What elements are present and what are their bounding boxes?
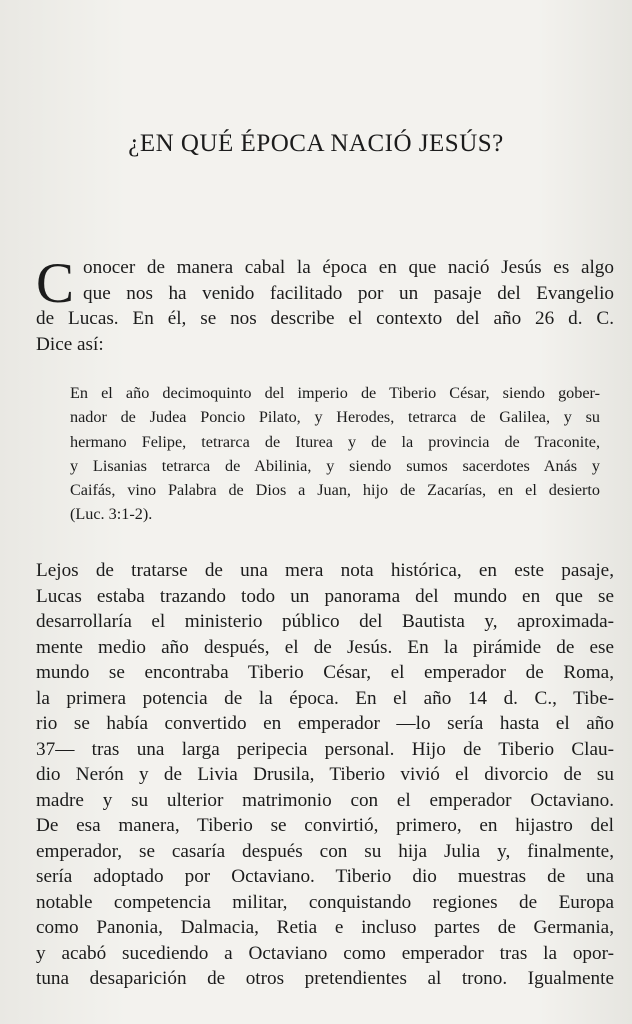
intro-paragraph	[36, 252, 614, 357]
body-line: emperador, se casaría después con su hija Julia y, finalmente,	[36, 840, 614, 862]
body-line: sería adoptado por Octaviano. Tiberio dio muestras de una	[36, 866, 614, 887]
body-line: y acabó sucediendo a Octaviano como emperador tras la opor-	[36, 942, 614, 964]
quote-line: nador de Judea Poncio Pilato, y Herodes, tetrarca de Galilea, y su	[70, 408, 600, 427]
quote-line: (Luc. 3:1-2).	[70, 505, 153, 524]
bible-quote	[70, 381, 600, 527]
quote-line: hermano Felipe, tetrarca de Iturea y de la provincia de Traconite,	[70, 432, 600, 451]
drop-cap: C	[36, 252, 75, 315]
body-paragraph	[36, 558, 614, 992]
body-line: como Panonia, Dalmacia, Retia e incluso partes de Germania,	[36, 917, 614, 938]
body-line: tuna desaparición de otros pretendientes al trono. Igualmente	[36, 968, 614, 989]
body-line: la primera potencia de la época. En el año 14 d. C., Tibe-	[36, 687, 614, 709]
body-line: mundo se encontraba Tiberio César, el emperador de Roma,	[36, 662, 614, 683]
intro-line: Dice así:	[36, 333, 104, 355]
intro-line: de Lucas. En él, se nos describe el contexto del año 26 d. C.	[36, 308, 614, 329]
quote-line: Caifás, vino Palabra de Dios a Juan, hijo de Zacarías, en el desierto	[70, 481, 600, 500]
body-line: Lejos de tratarse de una mera nota histórica, en este pasaje,	[36, 560, 614, 581]
body-line: madre y su ulterior matrimonio con el emperador Octaviano.	[36, 789, 614, 811]
quote-line: y Lisanias tetrarca de Abilinia, y siendo sumos sacerdotes Anás y	[70, 456, 600, 475]
body-line: rio se había convertido en emperador —lo sería hasta el año	[36, 713, 614, 734]
body-line: Lucas estaba trazando todo un panorama del mundo en que se	[36, 585, 614, 607]
body-line: 37— tras una larga peripecia personal. Hijo de Tiberio Clau-	[36, 738, 614, 760]
chapter-title: ¿EN QUÉ ÉPOCA NACIÓ JESÚS?	[128, 130, 504, 157]
intro-line: onocer de manera cabal la época en que nació Jesús es algo	[83, 257, 614, 278]
body-line: notable competencia militar, conquistando regiones de Europa	[36, 891, 614, 913]
body-line: De esa manera, Tiberio se convirtió, primero, en hijastro del	[36, 815, 614, 836]
quote-line: En el año decimoquinto del imperio de Tiberio César, siendo gober-	[70, 384, 600, 402]
intro-line: que nos ha venido facilitado por un pasaje del Evangelio	[83, 282, 614, 304]
body-line: desarrollaría el ministerio público del Bautista y, aproximada-	[36, 611, 614, 632]
body-line: mente medio año después, el de Jesús. En la pirámide de ese	[36, 636, 614, 658]
body-line: dio Nerón y de Livia Drusila, Tiberio vivió el divorcio de su	[36, 764, 614, 785]
